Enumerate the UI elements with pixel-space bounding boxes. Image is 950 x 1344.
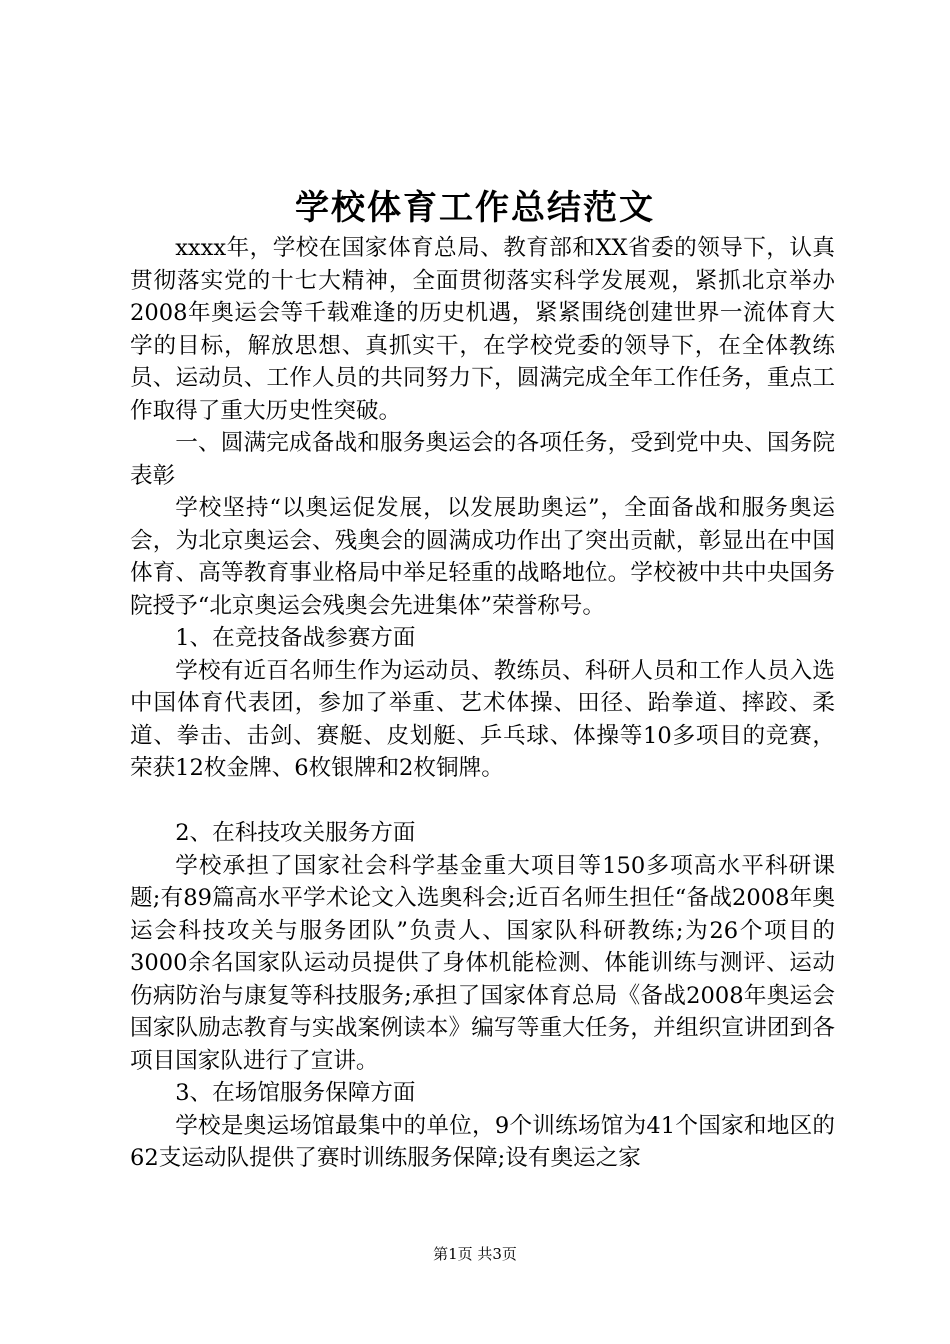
paragraph-subsection-1: 学校有近百名师生作为运动员、教练员、科研人员和工作人员入选中国体育代表团，参加了举重、艺术体操、田径、跆拳道、摔跤、柔道、拳击、击剑、赛艇、皮划艇、乒乓球、体操等10多项目的竞赛，荣获12枚金牌、6枚银牌和2枚铜牌。 — [130, 657, 835, 781]
document-title: 学校体育工作总结范文 — [295, 188, 655, 228]
paragraph-subsection-3: 学校是奥运场馆最集中的单位，9个训练场馆为41个国家和地区的62支运动队提供了赛时训练服务保障;设有奥运之家 — [130, 1112, 835, 1171]
subheading-1: 1、在竞技备战参赛方面 — [175, 625, 416, 651]
subheading-2: 2、在科技攻关服务方面 — [175, 820, 416, 846]
paragraph-intro: xxxx年，学校在国家体育总局、教育部和XX省委的领导下，认真贯彻落实党的十七大精神，全面贯彻落实科学发展观，紧抓北京举办2008年奥运会等千载难逢的历史机遇，紧紧围绕创建世界一流体育大学的目标，解放思想、真抓实干，在学校党委的领导下，在全体教练员、运动员、工作人员的共同努力下，圆满完成全年工作任务，重点工作取得了重大历史性突破。 — [130, 235, 835, 424]
paragraph-section-1: 学校坚持“以奥运促发展，以发展助奥运”，全面备战和服务奥运会，为北京奥运会、残奥会的圆满成功作出了突出贡献，彰显出在中国体育、高等教育事业格局中举足轻重的战略地位。学校被中共中央国务院授予“北京奥运会残奥会先进集体”荣誉称号。 — [130, 495, 835, 619]
document-body — [130, 232, 835, 1175]
page-footer: 第1页 共3页 — [433, 1245, 517, 1263]
blank-line — [130, 785, 835, 818]
subheading-3: 3、在场馆服务保障方面 — [175, 1080, 416, 1106]
paragraph-subsection-2: 学校承担了国家社会科学基金重大项目等150多项高水平科研课题;有89篇高水平学术论文入选奥科会;近百名师生担任“备战2008年奥运会科技攻关与服务团队”负责人、国家队科研教练;为26个项目的3000余名国家队运动员提供了身体机能检测、体能训练与测评、运动伤病防治与康复等科技服务;承担了国家体育总局《备战2008年奥运会国家队励志教育与实战案例读本》编写等重大任务，并组织宣讲团到各项目国家队进行了宣讲。 — [130, 852, 835, 1074]
section-heading-1: 一、圆满完成备战和服务奥运会的各项任务，受到党中央、国务院表彰 — [130, 430, 835, 489]
